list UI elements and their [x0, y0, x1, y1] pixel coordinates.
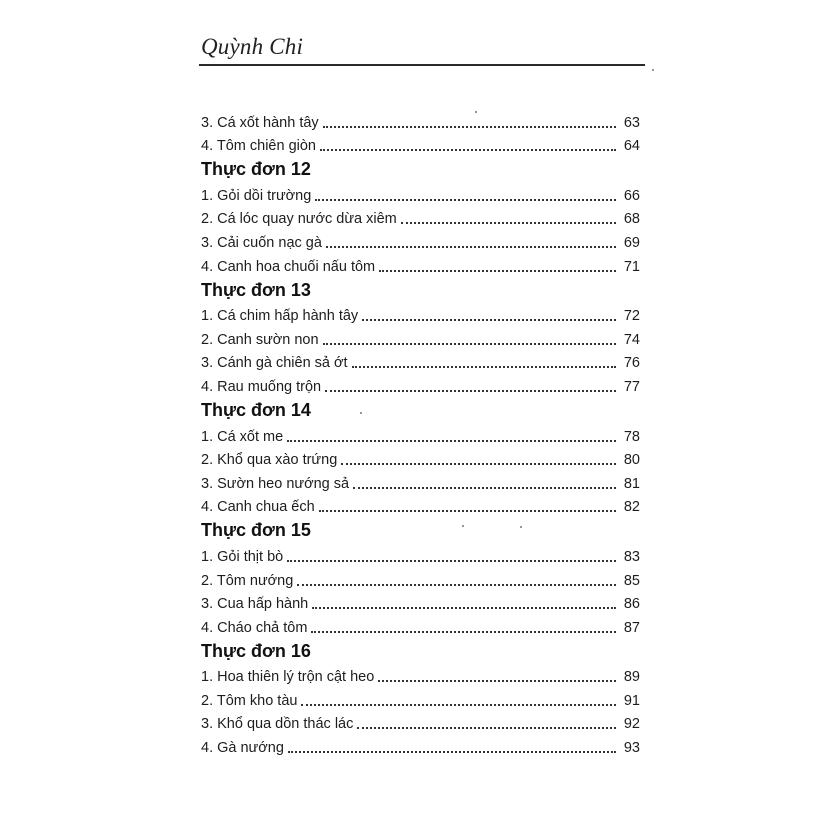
dot-leader: [287, 440, 616, 442]
toc-entry: [201, 590, 640, 614]
toc-entry-page: 77: [623, 378, 640, 395]
toc-entry-page: 86: [623, 596, 640, 613]
toc-entry: [201, 132, 640, 156]
section-title: Thực đơn 15: [201, 520, 311, 541]
toc-entry: [201, 205, 640, 229]
toc-entry-title: 2. Tôm kho tàu: [201, 692, 298, 709]
toc-entry-title: 1. Cá chim hấp hành tây: [201, 308, 359, 325]
dot-leader: [312, 607, 616, 609]
toc-entry-page: 80: [623, 452, 640, 469]
toc-entry: [201, 733, 640, 757]
table-of-contents: [201, 108, 640, 757]
toc-entry-page: 76: [623, 355, 640, 372]
toc-entry: [201, 469, 640, 493]
toc-entry-page: 85: [623, 572, 640, 589]
section-title: Thực đơn 13: [201, 279, 311, 300]
toc-entry: [201, 349, 640, 373]
toc-entry: [201, 252, 640, 276]
dot-leader: [311, 631, 616, 633]
dot-leader: [323, 126, 616, 128]
toc-entry-title: 4. Tôm chiên giòn: [201, 138, 316, 155]
toc-entry-title: 3. Cánh gà chiên sả ớt: [201, 355, 348, 372]
dot-leader: [353, 487, 616, 489]
dot-leader: [288, 751, 616, 753]
toc-entry-title: 3. Sườn heo nướng sả: [201, 475, 350, 492]
toc-entry-page: 78: [623, 428, 640, 445]
toc-entry-title: 4. Rau muống trộn: [201, 378, 322, 395]
toc-entry-title: 4. Gà nướng: [201, 740, 284, 757]
toc-entry: [201, 181, 640, 205]
toc-entry-title: 1. Gỏi thịt bò: [201, 548, 284, 565]
scan-speck: [475, 111, 477, 113]
toc-entry: [201, 663, 640, 687]
scan-speck: [520, 526, 522, 528]
toc-entry: [201, 710, 640, 734]
toc-entry-title: 2. Khổ qua xào trứng: [201, 452, 338, 469]
toc-entry-title: 3. Khổ qua dồn thác lác: [201, 716, 354, 733]
header-rule: [199, 64, 645, 66]
toc-entry-title: 4. Canh chua ếch: [201, 499, 315, 516]
toc-entry-title: 1. Gỏi dồi trường: [201, 187, 312, 204]
scan-speck: [652, 69, 654, 71]
toc-entry-title: 2. Cá lóc quay nước dừa xiêm: [201, 211, 397, 228]
dot-leader: [378, 680, 616, 682]
toc-entry: [201, 372, 640, 396]
toc-entry-page: 92: [623, 716, 640, 733]
toc-entry-page: 81: [623, 475, 640, 492]
toc-entry-page: 83: [623, 548, 640, 565]
dot-leader: [323, 343, 616, 345]
toc-entry-title: 4. Cháo chả tôm: [201, 619, 308, 636]
toc-entry-page: 66: [623, 187, 640, 204]
toc-entry: [201, 493, 640, 517]
toc-entry-page: 82: [623, 499, 640, 516]
running-header-author: Quỳnh Chi: [201, 34, 304, 59]
scan-speck: [462, 525, 464, 527]
toc-entry-title: 1. Cá xốt me: [201, 428, 284, 445]
toc-entry-page: 63: [623, 114, 640, 131]
toc-entry-page: 68: [623, 211, 640, 228]
toc-entry-title: 4. Canh hoa chuối nấu tôm: [201, 258, 376, 275]
toc-entry: [201, 302, 640, 326]
toc-entry-title: 3. Cải cuốn nạc gà: [201, 234, 322, 251]
toc-entry-page: 69: [623, 234, 640, 251]
toc-entry-page: 89: [623, 669, 640, 686]
dot-leader: [320, 149, 616, 151]
toc-entry-page: 72: [623, 308, 640, 325]
toc-entry: [201, 613, 640, 637]
toc-entry-page: 93: [623, 740, 640, 757]
dot-leader: [379, 270, 616, 272]
dot-leader: [341, 463, 616, 465]
scan-speck: [360, 412, 362, 414]
dot-leader: [287, 560, 616, 562]
toc-entry: [201, 686, 640, 710]
dot-leader: [352, 366, 616, 368]
dot-leader: [326, 246, 616, 248]
toc-entry-title: 2. Canh sườn non: [201, 331, 319, 348]
toc-entry-page: 87: [623, 619, 640, 636]
toc-entry: [201, 422, 640, 446]
dot-leader: [319, 510, 616, 512]
dot-leader: [325, 390, 616, 392]
toc-entry: [201, 228, 640, 252]
toc-entry: [201, 446, 640, 470]
toc-entry-page: 74: [623, 331, 640, 348]
toc-entry-page: 91: [623, 692, 640, 709]
section-title: Thực đơn 14: [201, 399, 311, 420]
dot-leader: [315, 199, 616, 201]
section-title: Thực đơn 12: [201, 159, 311, 180]
toc-entry: [201, 566, 640, 590]
toc-entry: [201, 542, 640, 566]
toc-entry-title: 3. Cá xốt hành tây: [201, 114, 319, 131]
section-title: Thực đơn 16: [201, 640, 311, 661]
toc-entry-title: 3. Cua hấp hành: [201, 596, 309, 613]
toc-entry: [201, 325, 640, 349]
dot-leader: [297, 584, 616, 586]
toc-entry-title: 1. Hoa thiên lý trộn cật heo: [201, 669, 375, 686]
dot-leader: [357, 727, 616, 729]
toc-entry: [201, 108, 640, 132]
toc-entry-page: 64: [623, 138, 640, 155]
dot-leader: [401, 222, 616, 224]
toc-entry-page: 71: [623, 258, 640, 275]
dot-leader: [362, 319, 616, 321]
toc-entry-title: 2. Tôm nướng: [201, 572, 294, 589]
dot-leader: [301, 704, 616, 706]
